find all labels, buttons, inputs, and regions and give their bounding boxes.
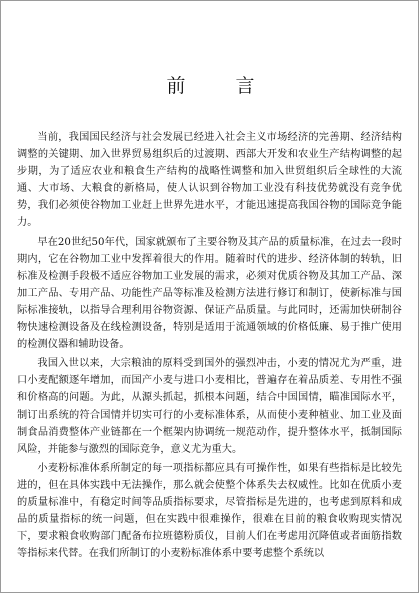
document-body [17, 129, 402, 564]
paragraph-4: 小麦粉标准体系所制定的每一项指标都应具有可操作性，如果有些指标是比较先进的，但在具体实践中无法操作，那么就会使整个体系失去权威性。比如在优质小麦的质量标准中，有稳定时间等品质指标要求，尽管指标是先进的，也考虑到原料和成品的质量指标的统一问题，但在实践中很难操作，很难在目前的粮食收购现实情况下，要求粮食收购部门配备布拉班德粉质仪，目前人们在考虑用沉降值或者面筋指数等指标来代替。在我们所制订的小麦粉标准体系中要考虑整个系统以 [17, 462, 402, 560]
paragraph-3: 我国入世以来，大宗粮油的原料受到国外的强烈冲击，小麦的情况尤为严重，进口小麦配额逐年增加，而国产小麦与进口小麦相比，普遍存在着品质差、专用性不强和价格高的问题。为此，从源头抓起，抓根本问题，结合中国国情，瞄准国际水平，制订出系统的符合国情并切实可行的小麦标准体系，从而使小麦种植业、加工业及面制食品消费整体产业链都在一个框架内协调统一规范动作，提升整体水平，抵制国际风险，并能参与激烈的国际竞争，意义尤为重大。 [17, 358, 402, 455]
paragraph-1: 当前，我国国民经济与社会发展已经进入社会主义市场经济的完善期、经济结构调整的关键期、加入世界贸易组织后的过渡期、西部大开发和农业生产结构调整的起步期，为了适应农业和粮食生产结构的战略性调整和加入世贸组织后全球性的大流通、大市场、大粮食的新格局，使人认识到谷物加工业没有科技优势就没有竞争优势，我们必须使谷物加工业赶上世界先进水平，才能迅速提高我国谷物的国际竞争能力。 [17, 132, 402, 229]
paragraph-2: 早在20世纪50年代，国家就颁布了主要谷物及其产品的质量标准，在过去一段时期内，它在谷物加工业中发挥着很大的作用。随着时代的进步、经济体制的转轨，旧标准及检测手段极不适应谷物加工业发展的需求，必须对优质谷物及其加工产品、深加工产品、专用产品、功能性产品等标准及检测方法进行修订和制订，使新标准与国际标准接轨，以指导合理利用谷物资源、保证产品质量。与此同时，还需加快研制谷物快速检测设备及在线检测设备，特别是适用于流通领域的价格低廉、易于推广使用的检测仪器和辅助设备。 [17, 236, 402, 351]
page-title: 前 言 [166, 75, 277, 97]
